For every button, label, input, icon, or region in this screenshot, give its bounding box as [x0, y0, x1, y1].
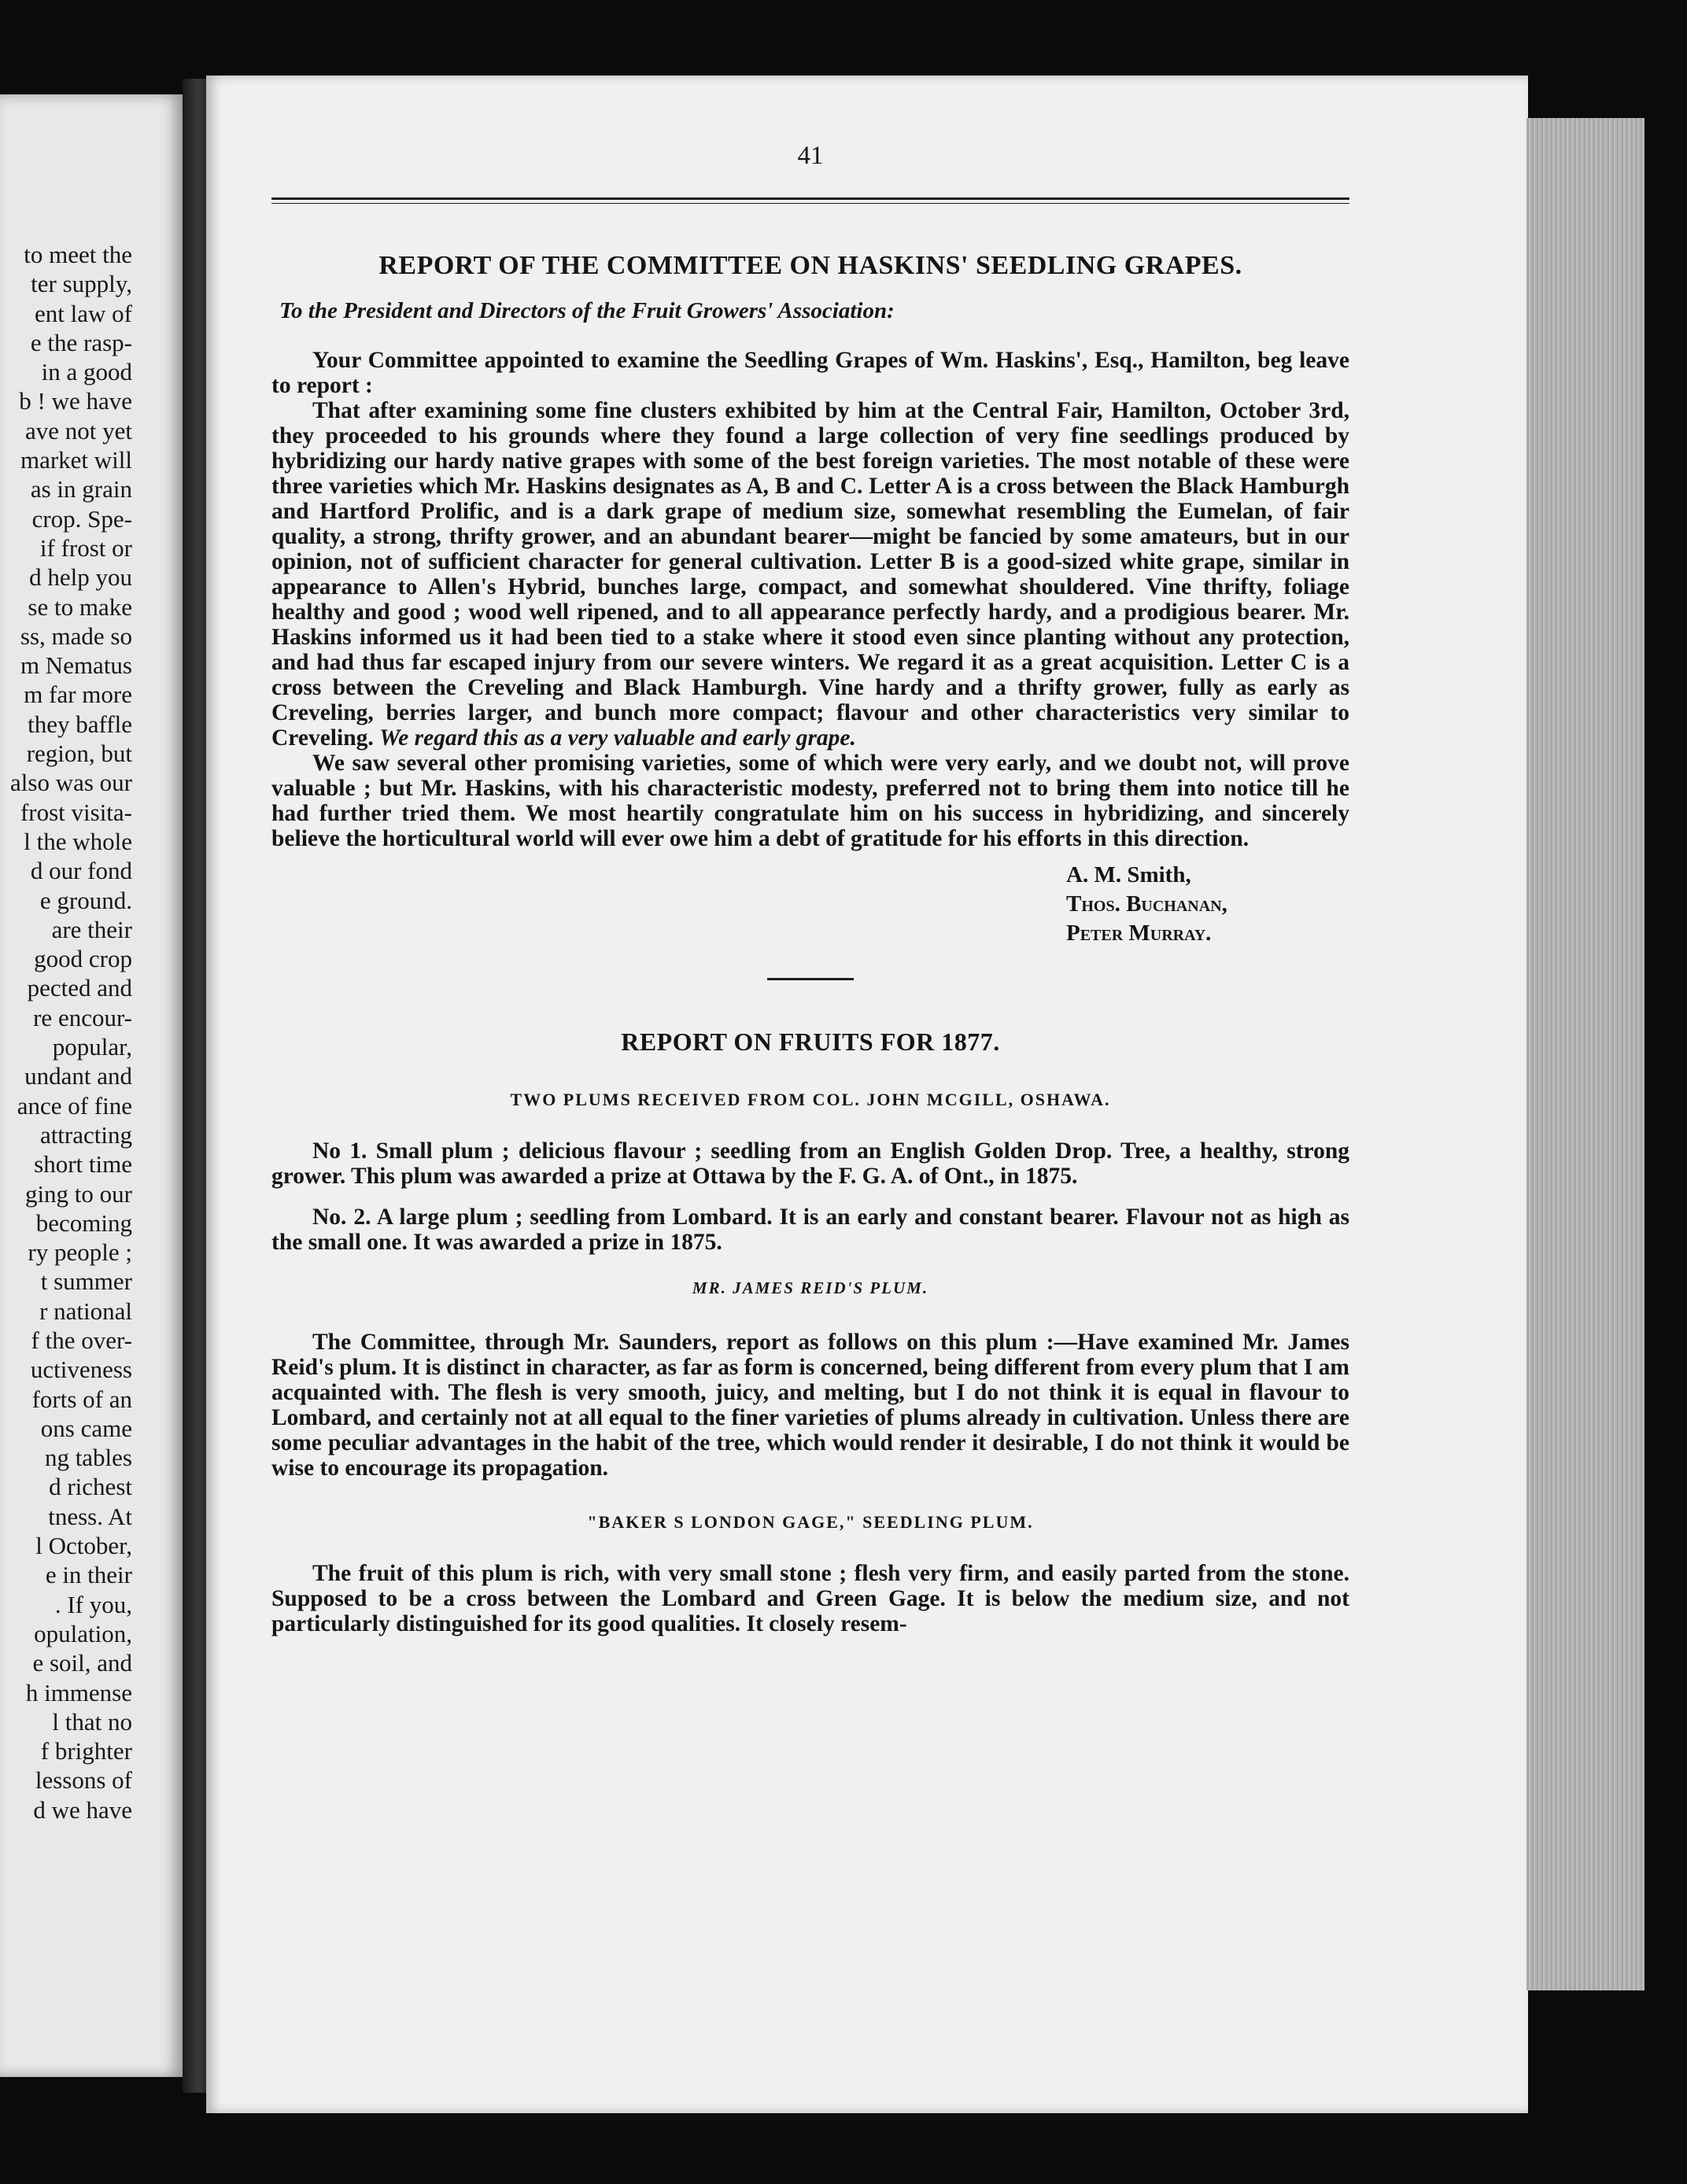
left-page-line: m far more	[24, 681, 132, 709]
varieties-italic-text: We regard this as a very valuable and early grape.	[379, 725, 856, 751]
varieties-text: That after examining some fine clusters exhibited by him at the Central Fair, Hamilton, October 3rd, they proceeded to his grounds where they found a large collection of very fine seedlings produced by hybridizing our hardy native grapes with some of the best foreign varieties. The most notable of these were three varieties which Mr. Haskins designates as A, B and C. Letter A is a cross between the Black Hamburgh and Hartford Prolific, and is a dark grape of medium size, somewhat resembling the Eumelan, of fair quality, a strong, thrifty grower, and an abundant bearer—might be fancied by some amateurs, but in our opinion, not of sufficient character for general cultivation. Letter B is a good-sized white grape, similar in appearance to Allen's Hybrid, bunches large, compact, and somewhat shouldered. Vine thrifty, foliage healthy and good ; wood well ripened, and to all appearance perfectly hardy, and a prodigious bearer. Mr. Haskins informed us it had been tied to a stake where it stood even since planting without any protection, and had thus far escaped injury from our severe winters. We regard it as a great acquisition. Letter C is a cross between the Creveling and Black Hamburgh. Vine hardy and a thrifty grower, fully as early as Creveling, berries larger, and bunch more compact; flavour and other characteristics very similar to Creveling.	[271, 398, 1349, 751]
left-page-line: ance of fine	[17, 1091, 132, 1120]
page-number: 41	[797, 142, 824, 170]
left-page-line: ng tables	[44, 1444, 132, 1472]
signature-smith: A. M. Smith,	[1066, 862, 1191, 887]
left-page-line: ss, made so	[20, 622, 132, 650]
header-rule	[271, 197, 1349, 204]
left-page-line: tness. At	[48, 1502, 132, 1530]
subhead-mcgill-plums: TWO PLUMS RECEIVED FROM COL. JOHN MCGILL, OSHAWA.	[510, 1090, 1111, 1109]
left-page-line: popular,	[52, 1033, 132, 1061]
left-page-line: crop. Spe-	[31, 504, 132, 533]
report-title-fruits: REPORT ON FRUITS FOR 1877.	[621, 1027, 1000, 1056]
left-page-line: e soil, and	[32, 1649, 132, 1677]
left-page-line: short time	[34, 1150, 132, 1179]
left-page	[0, 94, 183, 2077]
left-page-line: ry people ;	[28, 1238, 132, 1267]
salutation: To the President and Directors of the Fruit Growers' Association:	[279, 298, 895, 323]
left-page-line: lessons of	[35, 1766, 132, 1795]
left-page-line: good crop	[34, 945, 132, 973]
left-page-line: f brighter	[40, 1737, 132, 1765]
left-page-line: se to make	[28, 592, 132, 621]
paragraph-varieties	[271, 398, 1349, 751]
left-page-line: e the rasp-	[30, 328, 132, 356]
left-page-line: to meet the	[24, 241, 132, 268]
left-page-line: pected and	[27, 974, 132, 1002]
left-page-line: frost visita-	[20, 798, 132, 826]
left-page-line: m Nematus	[20, 651, 132, 680]
left-page-line: in a good	[41, 358, 132, 386]
section-divider	[767, 978, 854, 980]
paragraph-baker-plum: The fruit of this plum is rich, with very small stone ; flesh very firm, and easily parted from the stone. Supposed to be a cross between the Lombard and Green Gage. It is below the medium size, and not particularly distinguished for its good qualities. It closely resem-	[271, 1561, 1349, 1636]
left-page-line: ave not yet	[24, 416, 132, 445]
left-page-line: h immense	[25, 1678, 132, 1706]
paragraph-reid-plum: The Committee, through Mr. Saunders, report as follows on this plum :—Have examined Mr. James Reid's plum. It is distinct in character, as far as form is concerned, being different from every plum that I am acquainted with. The flesh is very smooth, juicy, and melting, but I do not think it is equal in flavour to Lombard, and certainly not at all equal to the finer varieties of plums already in cultivation. Unless there are some peculiar advantages in the habit of the tree, which would render it desirable, I do not think it would be wise to encourage its propagation.	[271, 1330, 1349, 1481]
left-page-line: becoming	[35, 1208, 132, 1237]
paragraph-plum-no2: No. 2. A large plum ; seedling from Lombard. It is an early and constant bearer. Flavour not as high as the small one. It was awarded a prize in 1875.	[271, 1205, 1349, 1255]
left-page-line: r national	[39, 1297, 132, 1325]
report-title-haskins: REPORT OF THE COMMITTEE ON HASKINS' SEEDLING GRAPES.	[378, 251, 1242, 280]
left-page-line: opulation,	[34, 1619, 132, 1647]
paragraph-committee-intro: Your Committee appointed to examine the Seedling Grapes of Wm. Haskins', Esq., Hamilton, beg leave to report :	[271, 348, 1349, 398]
left-page-line: t summer	[40, 1267, 132, 1296]
left-page-line: ent law of	[35, 299, 132, 327]
left-page-line: if frost or	[39, 533, 132, 562]
subhead-baker-plum: "BAKER S LONDON GAGE," SEEDLING PLUM.	[587, 1512, 1034, 1532]
left-page-line: re encour-	[33, 1003, 132, 1031]
left-page-line: e ground.	[39, 886, 132, 914]
subhead-reid-plum: MR. JAMES REID'S PLUM.	[692, 1278, 929, 1297]
page-edges	[1526, 118, 1645, 1990]
left-page-line: as in grain	[30, 475, 132, 504]
left-page-line: ter supply,	[31, 270, 132, 298]
left-page-line: market will	[20, 446, 132, 474]
left-page-line: f the over-	[31, 1326, 132, 1354]
left-page-line: b ! we have	[19, 387, 132, 415]
left-page-line: undant and	[24, 1062, 132, 1090]
left-page-line: also was our	[10, 769, 132, 797]
left-page-line: d help you	[29, 563, 132, 592]
left-page-line: d we have	[33, 1795, 132, 1824]
signature-block	[271, 861, 1349, 948]
left-page-line: are their	[51, 915, 132, 943]
left-page-line: l October,	[35, 1532, 132, 1560]
left-page-line: ons came	[40, 1414, 132, 1442]
left-page-line: attracting	[39, 1120, 132, 1149]
left-page-line: region, but	[26, 740, 132, 768]
paragraph-other-varieties: We saw several other promising varieties, some of which were very early, and we doubt not, will prove valuable ; but Mr. Haskins, with his characteristic modesty, preferred not to bring them into notice till he had further tried them. We most heartily congratulate him on his success in hybridizing, and sincerely believe the horticultural world will ever owe him a debt of gratitude for his efforts in this direction.	[271, 751, 1349, 851]
left-page-line: uctiveness	[30, 1356, 132, 1384]
left-page-line: e in their	[45, 1561, 132, 1589]
left-page-line: d richest	[49, 1473, 132, 1501]
left-page-line: they baffle	[28, 710, 132, 738]
left-page-line: ging to our	[24, 1179, 132, 1208]
signature-buchanan: Thos. Buchanan,	[1066, 891, 1227, 917]
left-page-line: . If you,	[54, 1590, 132, 1618]
left-page-line: l the whole	[24, 827, 132, 855]
left-page-line: l that no	[52, 1707, 132, 1736]
left-page-line: forts of an	[31, 1385, 132, 1413]
signature-murray: Peter Murray.	[1066, 920, 1212, 946]
left-page-line: d our fond	[30, 857, 132, 885]
page-content	[271, 142, 1349, 1636]
paragraph-plum-no1: No 1. Small plum ; delicious flavour ; seedling from an English Golden Drop. Tree, a healthy, strong grower. This plum was awarded a prize at Ottawa by the F. G. A. of Ont., in 1875.	[271, 1138, 1349, 1189]
left-page-text	[0, 240, 183, 1824]
